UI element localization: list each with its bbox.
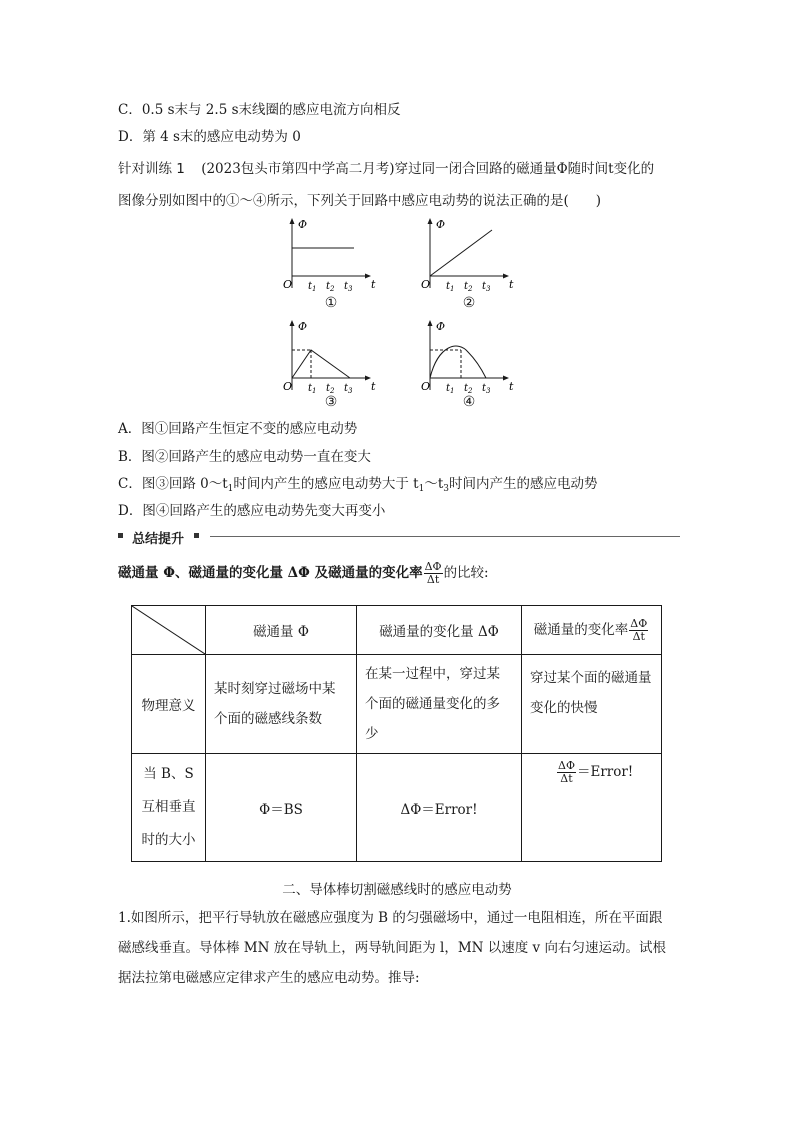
tick-t2: $t_2$ bbox=[464, 383, 473, 395]
row-magnitude-head: 当 B、S 互相垂直时的大小 bbox=[132, 754, 206, 862]
comparison-table bbox=[131, 605, 662, 862]
row1-flux-meaning: 某时刻穿过磁场中某个面的磁感线条数 bbox=[206, 655, 357, 754]
section2-p1: 1.如图所示，把平行导轨放在磁感应强度为 B 的匀强磁场中，通过一电阻相连，所在平面跟 bbox=[118, 910, 663, 926]
graph-1-caption: ① bbox=[324, 295, 338, 311]
graph-3 bbox=[280, 320, 380, 400]
x-axis-label: t bbox=[509, 278, 514, 291]
graph-3-caption: ③ bbox=[324, 394, 338, 410]
tick-t2: $t_2$ bbox=[464, 281, 473, 293]
bullet-square-icon bbox=[194, 533, 199, 538]
tick-t3: $t_3$ bbox=[482, 281, 491, 293]
origin-label: O bbox=[283, 380, 293, 393]
origin-label: O bbox=[421, 278, 431, 291]
header-flux-rate: 磁通量的变化率 $\frac{\Delta\Phi}{\Delta t}$ bbox=[522, 606, 662, 655]
header-flux-change: 磁通量的变化量 ΔΦ bbox=[357, 606, 522, 655]
flux-curve bbox=[430, 346, 486, 378]
choice-c: C．图③回路 $0\sim t_1$时间内产生的感应电动势大于 $t_1\sim t_3$时间内产生的感应电动势 bbox=[118, 476, 598, 494]
y-axis-label: Φ bbox=[298, 320, 308, 333]
tick-t3: $t_3$ bbox=[344, 383, 353, 395]
option-d-top: D．第 4 s末的感应电动势为 0 bbox=[118, 129, 301, 145]
row2-rate-formula: $\frac{\Delta\Phi}{\Delta t}$ ＝Error! bbox=[522, 754, 662, 862]
choice-b: B．图②回路产生的感应电动势一直在变大 bbox=[118, 449, 371, 465]
summary-title: 总结提升 bbox=[132, 532, 185, 547]
x-axis-label: t bbox=[371, 278, 376, 291]
choice-d: D．图④回路产生的感应电动势先变大再变小 bbox=[118, 503, 386, 519]
origin-label: O bbox=[421, 380, 431, 393]
flux-line bbox=[430, 230, 492, 276]
tick-t1: $t_1$ bbox=[446, 281, 455, 293]
row2-flux-formula: Φ＝BS bbox=[206, 754, 357, 862]
x-axis-label: t bbox=[509, 380, 514, 393]
bullet-square-icon bbox=[118, 533, 123, 538]
tick-t3: $t_3$ bbox=[344, 281, 353, 293]
table-corner-cell bbox=[132, 606, 206, 655]
origin-label: O bbox=[283, 278, 293, 291]
row-physical-meaning-head: 物理意义 bbox=[132, 655, 206, 754]
exercise-stem-line2: 图像分别如图中的①～④所示，下列关于回路中感应电动势的说法正确的是( ) bbox=[118, 193, 602, 209]
graph-4 bbox=[418, 320, 518, 400]
section-rule bbox=[210, 536, 680, 537]
rate-fraction: $\frac{\Delta\Phi}{\Delta t}$ bbox=[424, 560, 442, 586]
section2-heading: 二、导体棒切割磁感线时的感应电动势 bbox=[282, 882, 512, 898]
tick-t1: $t_1$ bbox=[308, 281, 317, 293]
row1-rate-meaning: 穿过某个面的磁通量变化的快慢 bbox=[522, 655, 662, 754]
summary-intro: 磁通量 Φ、磁通量的变化量 ΔΦ 及磁通量的变化率 $\frac{\Delta\Phi}{\Delta t}$ 的比较: bbox=[118, 560, 489, 586]
exercise-label: 针对训练 1 bbox=[118, 161, 185, 177]
tick-t3: $t_3$ bbox=[482, 383, 491, 395]
graph-2 bbox=[418, 218, 518, 298]
header-flux: 磁通量 Φ bbox=[206, 606, 357, 655]
choice-a: A．图①回路产生恒定不变的感应电动势 bbox=[118, 421, 358, 437]
y-axis-label: Φ bbox=[436, 320, 446, 333]
exercise-stem-line1 bbox=[118, 157, 654, 177]
tick-t1: $t_1$ bbox=[308, 383, 317, 395]
tick-t1: $t_1$ bbox=[446, 383, 455, 395]
x-axis-label: t bbox=[371, 380, 376, 393]
row1-change-meaning: 在某一过程中，穿过某个面的磁通量变化的多少 bbox=[357, 655, 522, 754]
tick-t2: $t_2$ bbox=[326, 383, 335, 395]
section2-p3: 据法拉第电磁感应定律求产生的感应电动势。推导: bbox=[118, 970, 420, 986]
section2-p2: 磁感线垂直。导体棒 MN 放在导轨上，两导轨间距为 l，MN 以速度 v 向右匀速运动。试根 bbox=[118, 940, 666, 956]
exercise-source: (2023包头市第四中学高二月考) bbox=[201, 161, 395, 177]
y-axis-label: Φ bbox=[298, 218, 308, 231]
graph-4-caption: ④ bbox=[462, 394, 476, 410]
flux-line bbox=[292, 350, 350, 378]
tick-t2: $t_2$ bbox=[326, 281, 335, 293]
y-axis-label: Φ bbox=[436, 218, 446, 231]
option-c-top: C．0.5 s末与 2.5 s末线圈的感应电流方向相反 bbox=[118, 102, 401, 118]
summary-section-header bbox=[118, 528, 680, 546]
graph-2-caption: ② bbox=[462, 295, 476, 311]
row2-change-formula: ΔΦ＝Error! bbox=[357, 754, 522, 862]
exercise-stem-text: 穿过同一闭合回路的磁通量Φ随时间t变化的 bbox=[394, 161, 655, 177]
graph-1 bbox=[280, 218, 380, 298]
